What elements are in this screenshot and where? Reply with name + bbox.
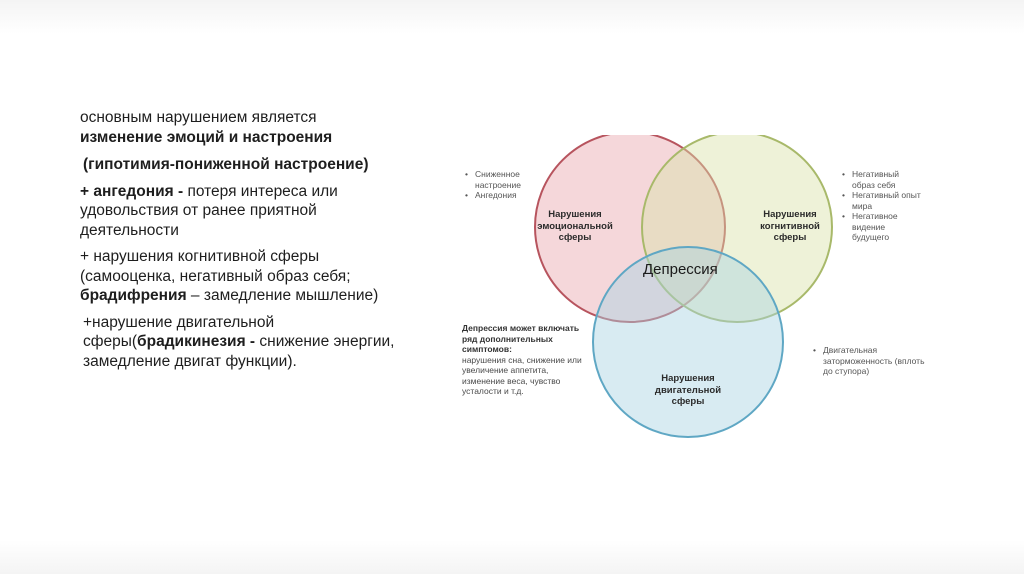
cognitive-bullet: • Негативное видение будущего [842,211,922,243]
anhedonia-text: потеря интереса или удовольствия от ранее приятной деятельности [80,182,338,239]
additional-symptoms-note [462,323,584,397]
label-emotional: Нарушения эмоциональной сферы [537,209,613,243]
slide-text-block [80,108,410,371]
p1-line2: изменение эмоций и настроения [80,128,333,146]
paragraph-anhedonia [80,182,410,241]
emotional-bullets [465,169,555,201]
motor-text-2: снижение энергии, замедление двигат функции). [83,333,395,370]
anhedonia-term: + ангедония - [80,182,188,200]
label-cognitive: Нарушения когнитивной сферы [760,209,820,243]
p1-line1: основным нарушением является [80,109,317,126]
cognitive-bullet: • Негативный опыт мира [842,190,922,211]
slide-bottom-shade [0,540,1024,574]
venn-diagram [455,135,945,455]
cognitive-text-2: – замедление мышление) [186,287,379,304]
paragraph-cognitive [80,247,410,306]
paragraph-main [80,108,410,147]
slide-top-shade [0,0,1024,34]
cognitive-bullets [842,169,922,243]
paragraph-hypothymia: (гипотимия-пониженной настроение) [83,156,369,173]
bradykinesia-term: брадикинезия - [137,333,256,350]
emotional-bullet: • Ангедония [465,190,555,201]
note-heading: Депрессия может включать ряд дополнительных симптомов: [462,323,580,354]
note-body: нарушения сна, снижение или увеличение аппетита, изменение веса, чувство усталости и т.д. [462,354,582,396]
label-depression: Депрессия [643,261,718,278]
cognitive-text-1: + нарушения когнитивной сферы (самооценка, негативный образ себя; [80,248,351,285]
motor-text-1: +нарушение двигательной сферы( [83,313,275,350]
bradyphrenia-term: брадифрения [80,287,187,304]
motor-bullets [813,345,928,377]
motor-bullet: • Двигательная заторможенность (вплоть до ступора) [813,345,928,377]
paragraph-motor [80,313,410,372]
emotional-bullet: • Сниженное настроение [465,169,555,190]
cognitive-bullet: • Негативный образ себя [842,169,922,190]
label-motor: Нарушения двигательной сферы [654,373,722,407]
